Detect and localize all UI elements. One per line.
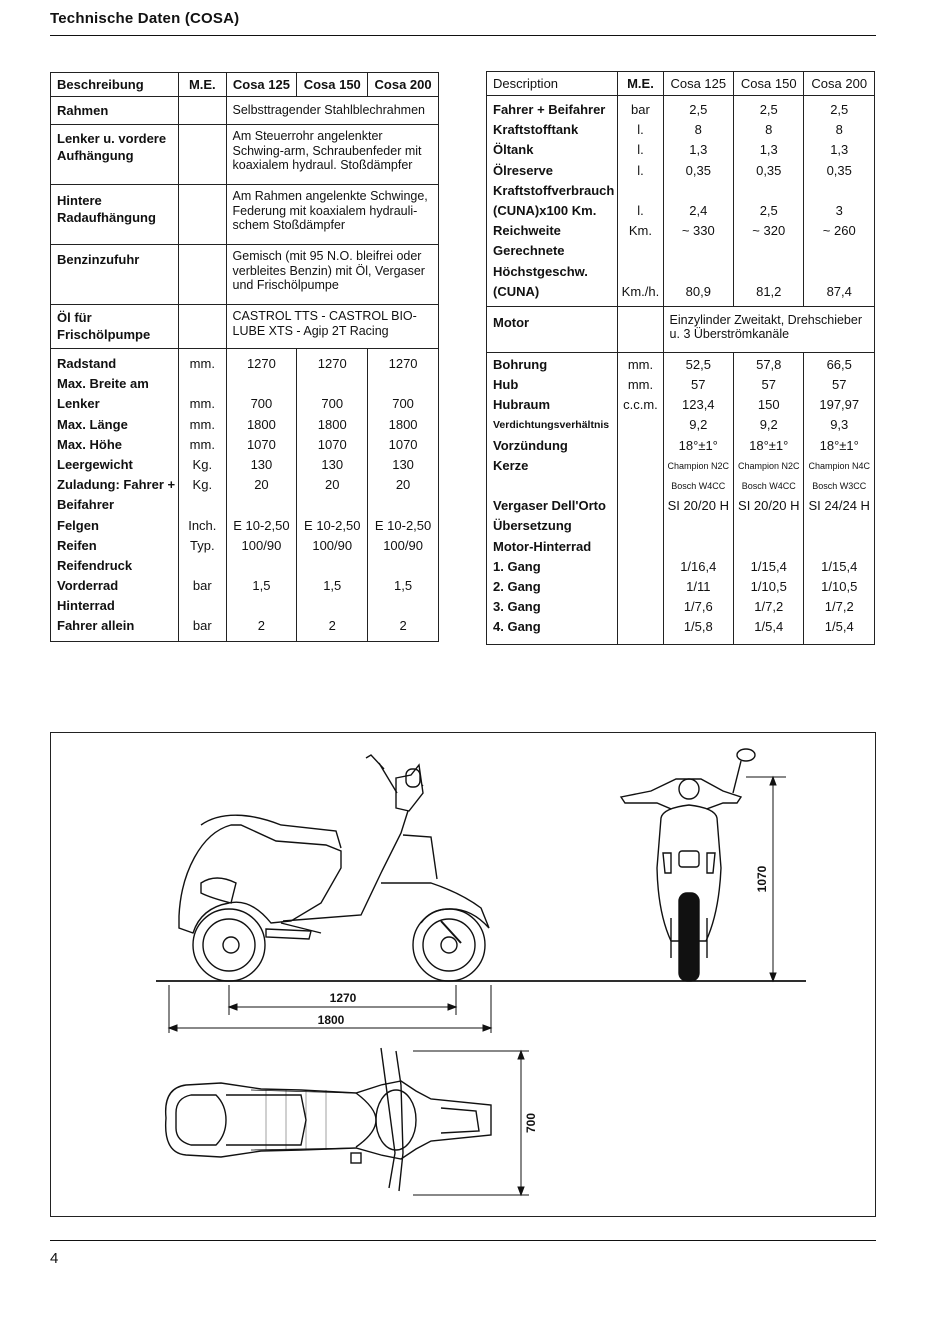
column-header: M.E. bbox=[179, 73, 226, 97]
cell-line: Kg. bbox=[192, 456, 213, 472]
column-header: Cosa 200 bbox=[804, 72, 875, 96]
cell-line: 1/5,8 bbox=[683, 619, 713, 635]
scooter-side-view bbox=[179, 755, 489, 981]
cell-line bbox=[621, 597, 659, 617]
row-label: Motor bbox=[487, 306, 618, 352]
title-rule bbox=[50, 35, 876, 36]
cell-line bbox=[737, 241, 800, 261]
column-header: M.E. bbox=[618, 72, 663, 96]
row-label: Lenker u. vordere Aufhängung bbox=[51, 125, 179, 185]
cell-line: 57 bbox=[761, 377, 776, 393]
cell-line: E 10-2,50 bbox=[304, 517, 361, 533]
cell-line: ~ 320 bbox=[752, 223, 786, 239]
cell-line bbox=[300, 596, 364, 616]
cell-line bbox=[182, 374, 222, 394]
cell-line: 2,5 bbox=[759, 102, 778, 117]
cell-line: 100/90 bbox=[312, 537, 353, 553]
cell-line bbox=[230, 596, 294, 616]
cell-line bbox=[621, 456, 659, 476]
cell-line: Hinterrad bbox=[57, 598, 115, 614]
cell-line: 123,4 bbox=[682, 397, 715, 413]
cell-line: Km./h. bbox=[621, 283, 660, 299]
cell-line: 2,5 bbox=[759, 202, 778, 218]
cell-line: c.c.m. bbox=[623, 397, 658, 413]
engine-values-cosa200 bbox=[807, 355, 871, 638]
cell-line: 130 bbox=[250, 456, 273, 472]
cell-line bbox=[371, 374, 435, 394]
cell-line: Hub bbox=[493, 377, 519, 393]
cell-line: E 10-2,50 bbox=[233, 517, 290, 533]
table-row bbox=[51, 97, 439, 125]
cell-line: 2 bbox=[399, 618, 407, 634]
cell-line bbox=[737, 537, 800, 557]
dimension-values-cosa150 bbox=[300, 354, 364, 637]
cell-line: Öltank bbox=[493, 142, 534, 158]
cell-line: 20 bbox=[254, 477, 269, 493]
dimension-labels bbox=[57, 354, 175, 637]
row-value: Am Steuerrohr angelenkter Schwing-arm, Schraubenfeder mit koaxialem hydraul. Stoßdämpfer bbox=[226, 125, 438, 185]
table-row bbox=[487, 306, 875, 352]
rear-wheel bbox=[193, 909, 265, 981]
cell-line: 2 bbox=[257, 618, 266, 634]
cell-line: Champion N4C bbox=[808, 460, 870, 471]
cell-line: Max. Höhe bbox=[57, 436, 123, 452]
cell-line: 1,3 bbox=[689, 142, 708, 158]
cell-line: Max. Länge bbox=[57, 416, 128, 432]
cell-line: Hubraum bbox=[493, 397, 551, 413]
table-row-dimensions bbox=[51, 349, 439, 642]
cell-line: l. bbox=[637, 122, 644, 138]
cell-line bbox=[182, 495, 222, 515]
cell-line: 1270 bbox=[388, 356, 418, 371]
cell-line: E 10-2,50 bbox=[374, 517, 432, 533]
cell-line: 1/15,4 bbox=[821, 558, 858, 574]
cell-line: SI 24/24 H bbox=[808, 498, 870, 514]
table-row bbox=[51, 125, 439, 185]
engine-labels bbox=[493, 355, 614, 638]
cell-line: Gerechnete bbox=[493, 243, 565, 259]
cell-line bbox=[667, 262, 730, 282]
cell-line: 20 bbox=[325, 477, 340, 493]
cell-line: Fahrer + Beifahrer bbox=[493, 102, 606, 117]
cell-line: Kg. bbox=[192, 477, 213, 493]
cell-line bbox=[621, 496, 659, 516]
column-header: Beschreibung bbox=[51, 73, 179, 97]
cell-line: SI 20/20 H bbox=[738, 498, 800, 514]
cell-line: SI 20/20 H bbox=[667, 498, 729, 514]
cell-line: Kraftstoffverbrauch bbox=[493, 182, 615, 198]
cell-line bbox=[230, 374, 294, 394]
cell-line: l. bbox=[637, 202, 644, 218]
scooter-drawing-frame bbox=[50, 732, 876, 1217]
table-row-engine bbox=[487, 352, 875, 644]
cell-line bbox=[807, 181, 871, 201]
cell-line: 9,2 bbox=[759, 417, 778, 433]
cell-line bbox=[667, 241, 730, 261]
cell-line bbox=[621, 476, 659, 496]
cell-line: 80,9 bbox=[685, 283, 711, 299]
cell-line bbox=[230, 556, 294, 576]
engine-units bbox=[621, 355, 659, 638]
cell-line bbox=[621, 415, 659, 435]
row-value: Gemisch (mit 95 N.O. bleifrei oder verbleites Benzin) mit Öl, Vergaser und Frischölpumpe bbox=[226, 245, 438, 305]
dimension-units bbox=[182, 354, 222, 637]
cell-line: 8 bbox=[765, 122, 773, 138]
cell-line bbox=[371, 556, 435, 576]
cell-line bbox=[807, 262, 871, 282]
cell-line: Champion N2C bbox=[667, 460, 730, 471]
cell-line bbox=[300, 374, 364, 394]
cell-line: 2,5 bbox=[689, 102, 708, 117]
cell-line: 1270 bbox=[317, 356, 347, 371]
cell-line: Reifendruck bbox=[57, 557, 133, 573]
cell-line: 3 bbox=[835, 202, 843, 218]
column-header: Cosa 200 bbox=[368, 73, 439, 97]
cell-line: 1070 bbox=[317, 436, 347, 452]
length-label: 1800 bbox=[317, 1013, 345, 1027]
wheelbase-label: 1270 bbox=[329, 991, 357, 1005]
cell-line: bar bbox=[631, 102, 650, 117]
table-row bbox=[51, 185, 439, 245]
cell-line: 87,4 bbox=[826, 283, 852, 299]
cell-line bbox=[667, 537, 730, 557]
dimension-values-cosa125 bbox=[230, 354, 294, 637]
cell-line: Max. Breite am bbox=[57, 376, 149, 392]
cell-line: Reichweite bbox=[493, 223, 561, 239]
cell-line: 1/10,5 bbox=[750, 578, 787, 594]
cell-line: 1/15,4 bbox=[750, 558, 787, 574]
cell-line bbox=[182, 596, 222, 616]
cell-line bbox=[621, 262, 659, 282]
cell-line: 1,5 bbox=[394, 578, 413, 594]
cell-line: Vorzündung bbox=[493, 437, 568, 453]
cell-line bbox=[667, 516, 730, 536]
cell-line: 2 bbox=[328, 618, 336, 634]
capacity-labels bbox=[493, 100, 614, 302]
scooter-top-view bbox=[166, 1048, 491, 1191]
cell-line: 18°±1° bbox=[749, 437, 789, 453]
cell-line: Bosch W4CC bbox=[671, 481, 726, 491]
cell-line: 18°±1° bbox=[678, 437, 718, 453]
cell-line: 1800 bbox=[317, 416, 347, 432]
cell-line: 1/5,4 bbox=[824, 619, 854, 635]
row-value: Selbsttragender Stahlblechrahmen bbox=[226, 97, 438, 125]
cell-line: Champion N2C bbox=[737, 460, 800, 471]
cell-line: mm. bbox=[189, 396, 215, 412]
column-header: Description bbox=[487, 72, 618, 96]
cell-line: 9,3 bbox=[830, 417, 849, 433]
cell-line: Leergewicht bbox=[57, 456, 133, 472]
cell-line: 8 bbox=[835, 122, 843, 138]
cell-line: Kerze bbox=[493, 457, 529, 473]
table-row bbox=[51, 305, 439, 349]
cell-line: ~ 260 bbox=[822, 223, 856, 239]
spec-table-engine bbox=[486, 71, 875, 645]
cell-line: 1/7,2 bbox=[824, 599, 854, 615]
cell-line bbox=[667, 181, 730, 201]
cell-line: 1800 bbox=[246, 416, 276, 432]
cell-line: 1270 bbox=[246, 356, 276, 371]
cell-line: 2. Gang bbox=[493, 578, 541, 594]
cell-line: bar bbox=[192, 618, 212, 634]
row-label: Benzinzufuhr bbox=[51, 245, 179, 305]
cell-line bbox=[371, 495, 435, 515]
cell-line: 52,5 bbox=[685, 356, 711, 372]
cell-line: 1800 bbox=[388, 416, 418, 432]
row-label: Rahmen bbox=[51, 97, 179, 125]
width-label: 700 bbox=[524, 1112, 538, 1134]
cell-line: Bohrung bbox=[493, 356, 548, 372]
column-header: Cosa 125 bbox=[226, 73, 297, 97]
cell-line: 700 bbox=[392, 396, 414, 412]
cell-line bbox=[737, 181, 800, 201]
cell-line: 1/5,4 bbox=[754, 619, 784, 635]
cell-line: Übersetzung bbox=[493, 518, 572, 534]
cell-line: Bosch W4CC bbox=[741, 481, 796, 491]
engine-values-cosa150 bbox=[737, 355, 800, 638]
table-header-row bbox=[487, 72, 875, 96]
cell-line: mm. bbox=[627, 356, 654, 372]
cell-line: Radstand bbox=[57, 356, 117, 371]
capacity-values-cosa150 bbox=[737, 100, 800, 302]
cell-line: 1,3 bbox=[830, 142, 849, 158]
cell-line: Höchstgeschw. bbox=[493, 263, 588, 279]
cell-line: 57 bbox=[691, 377, 706, 393]
capacity-values-cosa125 bbox=[667, 100, 730, 302]
cell-line bbox=[807, 241, 871, 261]
cell-line: 1,5 bbox=[323, 578, 342, 594]
cell-line: 0,35 bbox=[756, 162, 782, 178]
cell-line bbox=[621, 436, 659, 456]
cell-line: (CUNA)x100 Km. bbox=[493, 202, 597, 218]
table-row-capacities bbox=[487, 96, 875, 307]
cell-line bbox=[621, 241, 659, 261]
row-value: Am Rahmen angelenkte Schwinge, Federung mit koaxialem hydrauli-schem Stoßdämpfer bbox=[226, 185, 438, 245]
cell-line: mm. bbox=[189, 436, 215, 452]
cell-line: 100/90 bbox=[241, 537, 282, 553]
height-label: 1070 bbox=[755, 865, 769, 893]
cell-line bbox=[371, 596, 435, 616]
table-row bbox=[51, 245, 439, 305]
cell-line: 1,3 bbox=[759, 142, 778, 158]
page-title: Technische Daten (COSA) bbox=[50, 10, 240, 27]
row-label: Hintere Radaufhängung bbox=[51, 185, 179, 245]
cell-line: 1070 bbox=[246, 436, 276, 452]
cell-line: mm. bbox=[189, 356, 215, 371]
cell-line bbox=[621, 577, 659, 597]
spec-table-german bbox=[50, 72, 439, 642]
cell-line: Felgen bbox=[57, 517, 99, 533]
cell-line: Km. bbox=[628, 223, 653, 239]
cell-line: 197,97 bbox=[819, 397, 860, 413]
cell-line: 1070 bbox=[388, 436, 418, 452]
cell-line: Zuladung: Fahrer + bbox=[57, 477, 176, 493]
cell-line: 20 bbox=[395, 477, 411, 493]
cell-line: Ölreserve bbox=[493, 162, 553, 178]
cell-line: l. bbox=[637, 162, 644, 178]
cell-line bbox=[230, 495, 294, 515]
cell-line: 57,8 bbox=[756, 356, 782, 372]
engine-values-cosa125 bbox=[667, 355, 730, 638]
cell-line bbox=[621, 617, 659, 637]
cell-line: 2,5 bbox=[830, 102, 849, 117]
cell-line: 700 bbox=[321, 396, 344, 412]
cell-line bbox=[621, 516, 659, 536]
cell-line: 9,2 bbox=[689, 417, 708, 433]
row-value: CASTROL TTS - CASTROL BIO-LUBE XTS - Agip 2T Racing bbox=[226, 305, 438, 349]
dimension-values-cosa200 bbox=[371, 354, 435, 637]
cell-line bbox=[807, 537, 871, 557]
cell-line: Reifen bbox=[57, 537, 97, 553]
cell-line bbox=[300, 556, 364, 576]
capacity-values-cosa200 bbox=[807, 100, 871, 302]
cell-line: 150 bbox=[757, 397, 780, 413]
cell-line bbox=[621, 181, 659, 201]
cell-line bbox=[182, 556, 222, 576]
cell-line: l. bbox=[637, 142, 644, 158]
cell-line: 66,5 bbox=[826, 356, 852, 372]
cell-line bbox=[737, 262, 800, 282]
cell-line: 3. Gang bbox=[493, 599, 541, 615]
cell-line: 57 bbox=[832, 377, 847, 393]
cell-line: 1/16,4 bbox=[680, 558, 717, 574]
row-value: Einzylinder Zweitakt, Drehschieber u. 3 Überströmkanäle bbox=[663, 306, 874, 352]
cell-line: bar bbox=[192, 578, 212, 594]
cell-line: 130 bbox=[321, 456, 344, 472]
cell-line bbox=[807, 516, 871, 536]
page-number: 4 bbox=[50, 1250, 59, 1267]
cell-line: 1/7,2 bbox=[754, 599, 784, 615]
cell-line: 700 bbox=[250, 396, 273, 412]
cell-line bbox=[621, 557, 659, 577]
cell-line: Typ. bbox=[190, 537, 215, 553]
cell-line: 1/7,6 bbox=[683, 599, 713, 615]
cell-line: 1,5 bbox=[252, 578, 271, 594]
cell-line: 0,35 bbox=[826, 162, 852, 178]
cell-line: 1/11 bbox=[686, 578, 711, 594]
cell-line: ~ 330 bbox=[681, 223, 715, 239]
cell-line: Motor-Hinterrad bbox=[493, 538, 592, 554]
cell-line: 8 bbox=[694, 122, 702, 138]
row-label: Öl für Frischölpumpe bbox=[51, 305, 179, 349]
column-header: Cosa 125 bbox=[663, 72, 733, 96]
cell-line: Bosch W3CC bbox=[812, 481, 867, 491]
cell-line: 100/90 bbox=[383, 537, 423, 553]
footer-rule bbox=[50, 1240, 876, 1241]
cell-line: Inch. bbox=[188, 517, 217, 533]
cell-line: Vorderrad bbox=[57, 578, 119, 594]
cell-line: 4. Gang bbox=[493, 619, 541, 635]
cell-line: 130 bbox=[392, 456, 414, 472]
column-header: Cosa 150 bbox=[734, 72, 804, 96]
capacity-units bbox=[621, 100, 659, 302]
cell-line: mm. bbox=[189, 416, 215, 432]
cell-line: (CUNA) bbox=[493, 283, 540, 299]
cell-line: 18°±1° bbox=[819, 437, 859, 453]
cell-line: 81,2 bbox=[756, 283, 782, 299]
cell-line: Verdichtungsverhältnis bbox=[493, 419, 610, 432]
cell-line: 1/10,5 bbox=[821, 578, 858, 594]
cell-line: Fahrer allein bbox=[57, 618, 135, 634]
cell-line bbox=[493, 476, 614, 496]
scooter-front-view bbox=[621, 749, 755, 981]
scooter-dimension-drawing bbox=[51, 733, 877, 1218]
cell-line: Lenker bbox=[57, 396, 100, 412]
cell-line: Vergaser Dell'Orto bbox=[493, 498, 606, 514]
cell-line bbox=[621, 537, 659, 557]
cell-line bbox=[737, 516, 800, 536]
table-header-row bbox=[51, 73, 439, 97]
cell-line: 0,35 bbox=[685, 162, 711, 178]
cell-line: 1. Gang bbox=[493, 558, 541, 574]
cell-line: mm. bbox=[627, 377, 654, 393]
column-header: Cosa 150 bbox=[297, 73, 368, 97]
cell-line: Kraftstofftank bbox=[493, 122, 579, 138]
cell-line: 2,4 bbox=[689, 202, 708, 218]
cell-line bbox=[300, 495, 364, 515]
cell-line: Beifahrer bbox=[57, 497, 115, 513]
